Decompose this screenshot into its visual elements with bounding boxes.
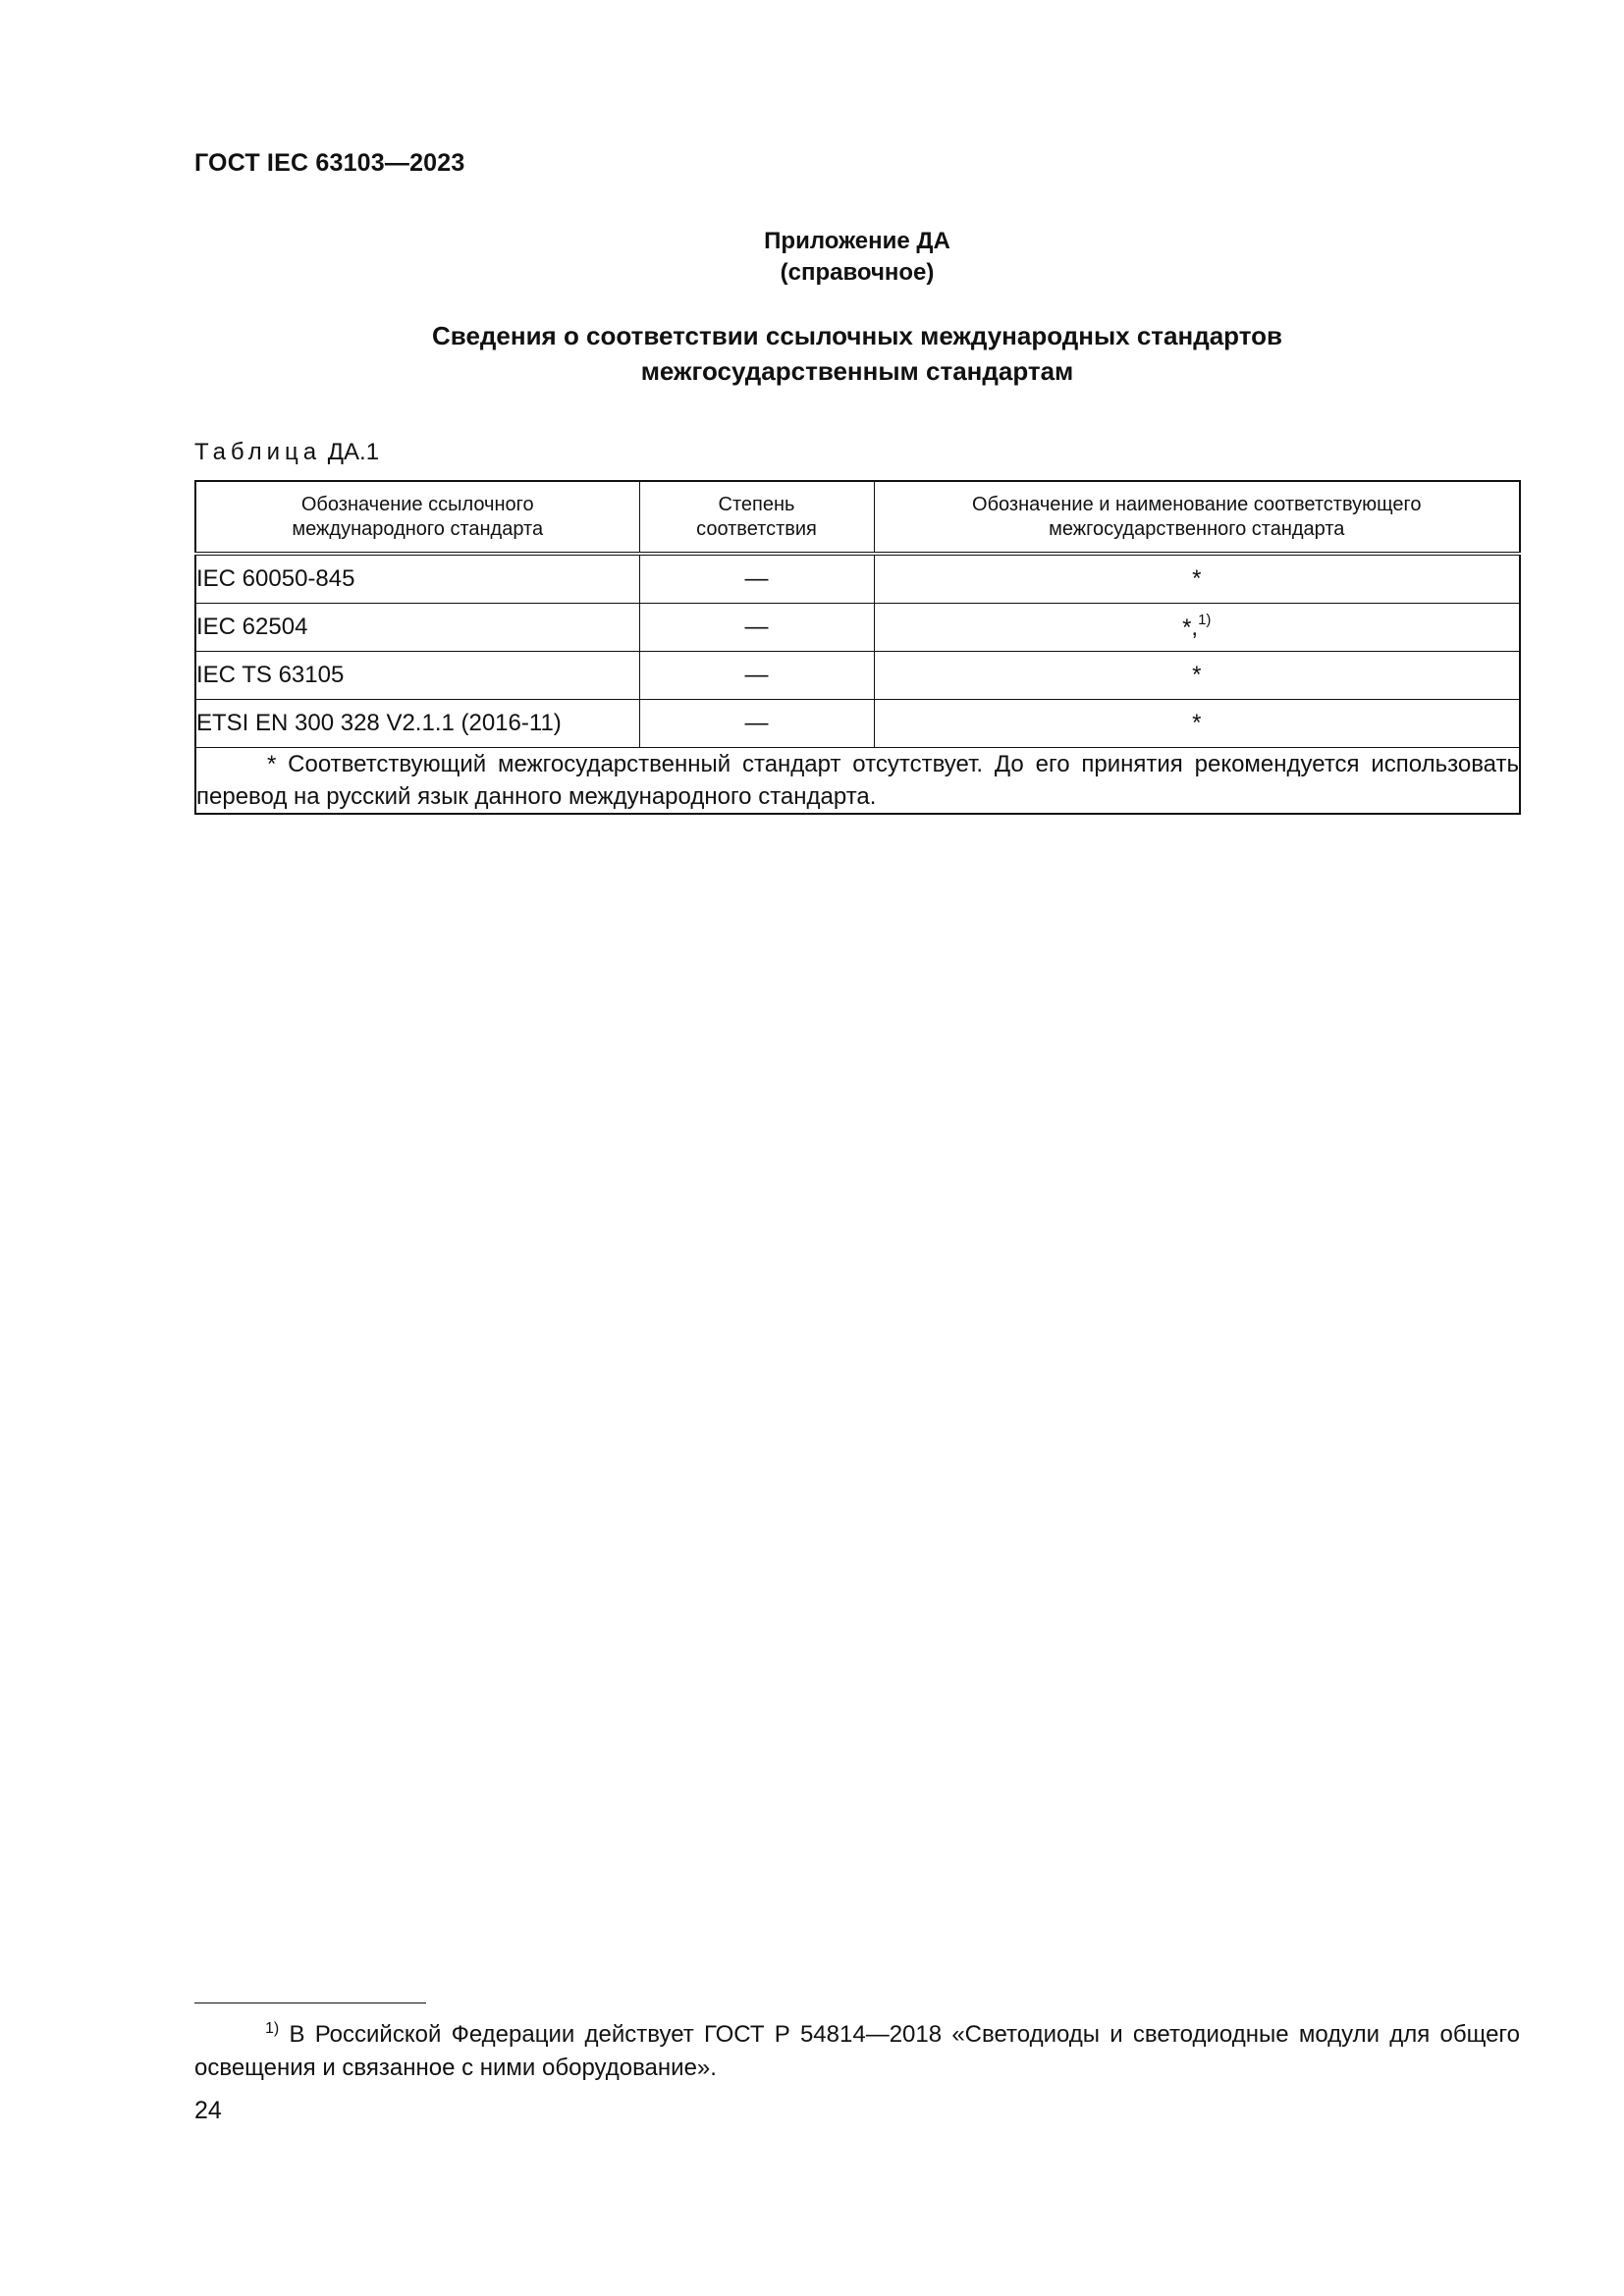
- column-header-degree-text: Степень соответствия: [696, 493, 817, 540]
- column-header-standard: [195, 481, 639, 554]
- cell-degree: —: [639, 700, 874, 748]
- table-row: [195, 554, 1520, 604]
- cell-degree: —: [639, 554, 874, 604]
- correspondence-table-wrapper: [194, 480, 1519, 815]
- table-row: [195, 604, 1520, 652]
- cell-gost: [874, 604, 1520, 652]
- footnote-marker: 1): [265, 2020, 280, 2037]
- footnote: [194, 2012, 1520, 2085]
- table-caption-word: Таблица: [194, 439, 322, 465]
- column-header-standard-text: Обозначение ссылочного международного стандарта: [292, 493, 544, 540]
- appendix-heading: [194, 226, 1520, 289]
- table-note-row: [195, 748, 1520, 815]
- table-row: [195, 700, 1520, 748]
- section-title-line-2: межгосударственным стандартам: [640, 356, 1074, 386]
- cell-gost-value: *: [1192, 565, 1202, 592]
- table-caption: [194, 439, 379, 466]
- appendix-title: Приложение ДА: [764, 228, 950, 254]
- cell-degree: —: [639, 652, 874, 700]
- cell-gost: [874, 700, 1520, 748]
- cell-gost: [874, 652, 1520, 700]
- cell-standard: IEC 62504: [195, 604, 639, 652]
- cell-standard: IEC 60050-845: [195, 554, 639, 604]
- appendix-kind: (справочное): [780, 259, 935, 286]
- cell-gost-value: *,: [1182, 614, 1199, 641]
- cell-standard: IEC TS 63105: [195, 652, 639, 700]
- table-caption-number: ДА.1: [327, 439, 380, 465]
- cell-gost: [874, 554, 1520, 604]
- page-number: 24: [194, 2097, 222, 2124]
- cell-standard: ETSI EN 300 328 V2.1.1 (2016-11): [195, 700, 639, 748]
- table-note: * Соответствующий межгосударственный стандарт отсутствует. До его принятия рекомендуется использовать перевод на русский язык данного международного стандарта.: [195, 748, 1520, 815]
- section-title-line-1: Сведения о соответствии ссылочных международных стандартов: [432, 321, 1282, 350]
- table-row: [195, 652, 1520, 700]
- cell-gost-value: *: [1192, 710, 1202, 736]
- column-header-degree: [639, 481, 874, 554]
- table-header-row: [195, 481, 1520, 554]
- footnote-divider: [194, 2002, 426, 2003]
- column-header-gost: [874, 481, 1520, 554]
- footnote-reference: 1): [1198, 611, 1212, 628]
- cell-degree: —: [639, 604, 874, 652]
- footnote-text: В Российской Федерации действует ГОСТ Р 54814—2018 «Светодиоды и светодиодные модули для общего освещения и связанное с ними оборудование».: [194, 2021, 1520, 2081]
- cell-gost-value: *: [1192, 662, 1202, 688]
- correspondence-table: [194, 480, 1521, 815]
- document-header: ГОСТ IEC 63103—2023: [194, 149, 465, 177]
- column-header-gost-text: Обозначение и наименование соответствующего межгосударственного стандарта: [972, 493, 1422, 540]
- section-title: [194, 318, 1520, 389]
